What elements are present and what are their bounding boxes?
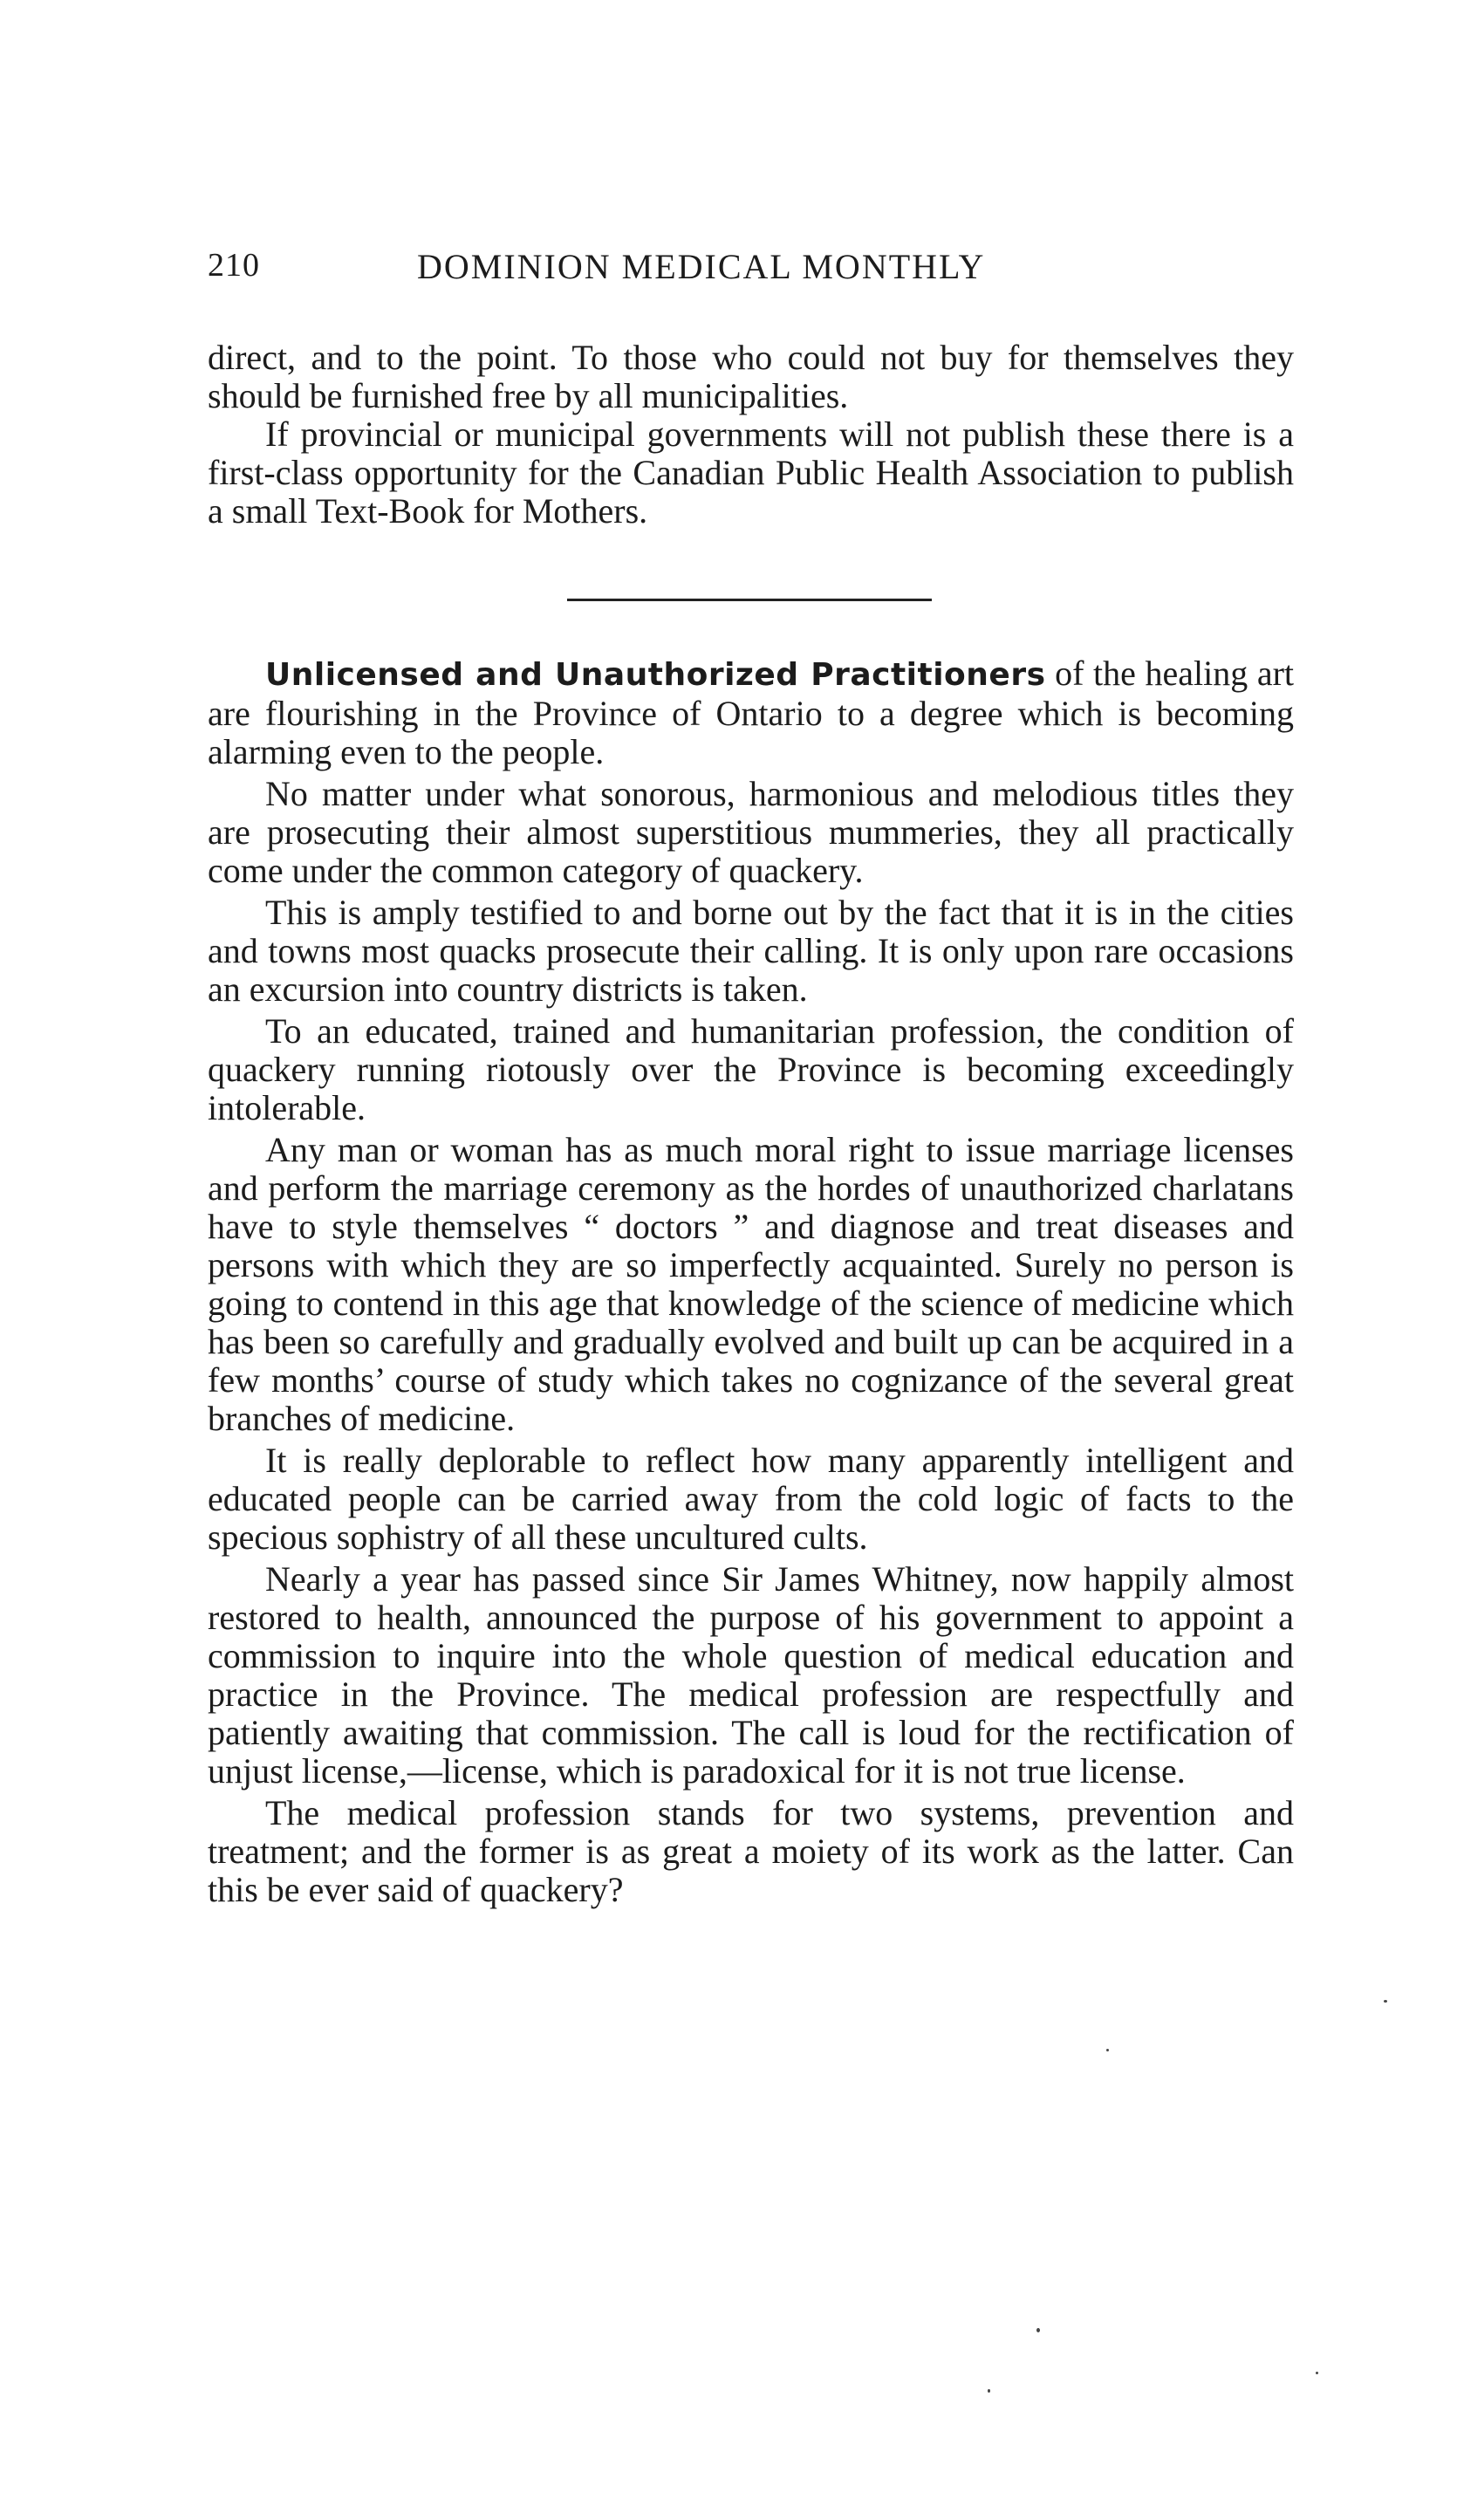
paragraph: If provincial or municipal governments will not publish these there is a first-class opportunity for the Canadian Public Health Association to publish a small Text-Book for Mothers. — [208, 414, 1294, 531]
paper-speck — [1106, 2049, 1109, 2051]
continued-text — [208, 339, 1294, 531]
paper-speck — [1036, 2328, 1040, 2332]
page-number: 210 — [208, 247, 260, 284]
paragraph: direct, and to the point. To those who could not buy for themselves they should be furnished free by all municipalities. — [208, 338, 1294, 415]
page-header — [208, 246, 1167, 298]
paragraph: No matter under what sonorous, harmonious and melodious titles they are prosecuting their almost superstitious mummeries, they all practically come under the common category of quackery. — [208, 774, 1294, 890]
paragraph: Nearly a year has passed since Sir James Whitney, now happily almost restored to health, announced the purpose of his government to appoint a commission to inquire into the whole question of medical education and practice in the Province. The medical profession are respectfully and patiently awaiting that commission. The call is loud for the rectification of unjust license,—license, which is paradoxical for it is not true license. — [208, 1559, 1294, 1791]
paragraph: To an educated, trained and humanitarian profession, the condition of quackery running riotously over the Province is becoming exceedingly intolerable. — [208, 1011, 1294, 1127]
paper-speck — [988, 2389, 990, 2393]
paragraph: It is really deplorable to reflect how many apparently intelligent and educated people can be carried away from the cold logic of facts to the specious sophistry of all these uncultured cults. — [208, 1441, 1294, 1557]
lead-text: of the healing art are flourishing in the Province of Ontario to a degree which is becoming alarming even to the people. — [208, 654, 1295, 771]
article — [208, 654, 1294, 1913]
paragraph: The medical profession stands for two systems, prevention and treatment; and the former is as great a moiety of its work as the latter. Can this be ever said of quackery? — [208, 1793, 1294, 1909]
paragraph: Any man or woman has as much moral right to issue marriage licenses and perform the marriage ceremony as the hordes of unauthorized charlatans have to style themselves “ doctors ” and diagnose and treat diseases and persons with which they are so imperfectly acquainted. Surely no person is going to contend in this age that knowledge of the science of medicine which has been so carefully and gradually evolved and built up can be acquired in a few months’ course of study which takes no cognizance of the several great branches of medicine. — [208, 1130, 1294, 1438]
running-title: DOMINION MEDICAL MONTHLY — [417, 247, 986, 286]
section-divider — [567, 599, 932, 601]
lead-paragraph — [208, 654, 1294, 771]
article-heading: Unlicensed and Unauthorized Practitioners — [265, 657, 1046, 693]
paragraph: This is amply testified to and borne out by the fact that it is in the cities and towns most quacks prosecute their calling. It is only upon rare occasions an excursion into country districts is taken. — [208, 893, 1294, 1009]
paper-speck — [1384, 2000, 1387, 2003]
paper-speck — [1316, 2372, 1318, 2374]
